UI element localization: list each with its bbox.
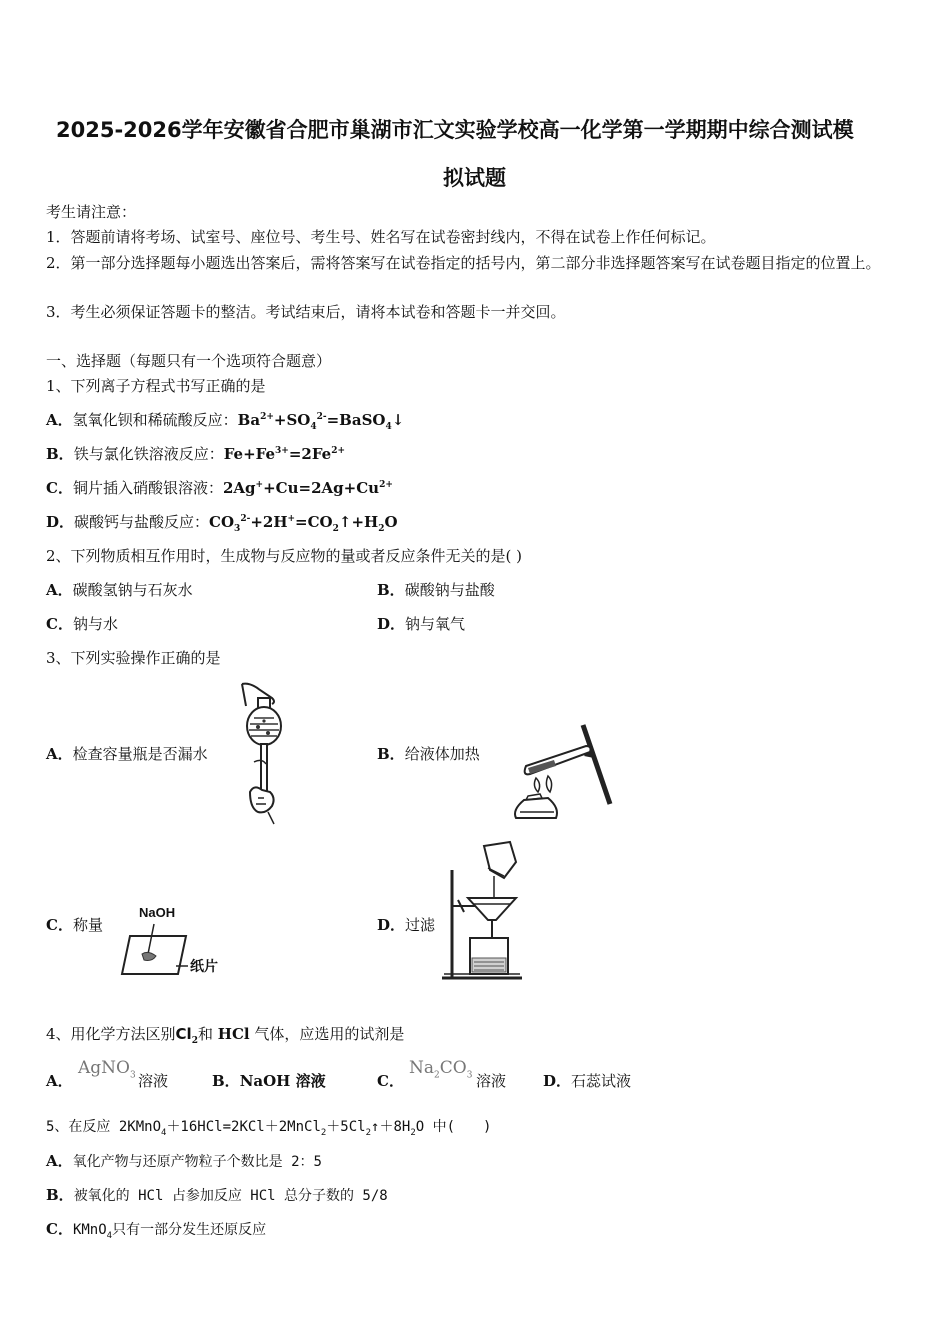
q2-stem: 2、下列物质相互作用时，生成物与反应物的量或者反应条件无关的是( ) (46, 547, 523, 565)
option-text: 给液体加热 (404, 745, 480, 763)
option-text: 碳酸氢钠与石灰水 (72, 581, 193, 599)
option-text: 氧化产物与还原产物粒子个数比是 2：5 (72, 1154, 322, 1170)
option-text: 过滤 (405, 916, 436, 934)
q1-option-d[interactable] (46, 512, 398, 532)
filtration-figure (438, 840, 528, 982)
notice-item-2: 2．第一部分选择题每小题选出答案后，需将答案写在试卷指定的括号内，第二部分非选择题答案写在试卷题目指定的位置上。 (46, 254, 881, 272)
heating-liquid-figure (508, 720, 613, 822)
q3-option-d[interactable] (377, 915, 435, 935)
q2-option-a[interactable] (46, 580, 193, 600)
option-text: 碳酸钙与盐酸反应： (74, 513, 210, 531)
option-label: D． (377, 615, 406, 633)
equation: $2Ag^++Cu=2Ag+Cu^{2+}$ (222, 479, 393, 497)
q1-option-c[interactable] (46, 478, 393, 498)
option-label: A． (46, 745, 73, 763)
option-text: KMnO$_4$只有一部分发生还原反应 (72, 1222, 267, 1241)
option-text: 铜片插入硝酸银溶液： (72, 479, 223, 497)
option-text: 检查容量瓶是否漏水 (72, 745, 208, 763)
option-label: C． (46, 1220, 73, 1238)
notice-item-3: 3．考生必须保证答题卡的整洁。考试结束后，请将本试卷和答题卡一并交回。 (46, 303, 566, 321)
section-heading: 一、选择题（每题只有一个选项符合题意） (46, 352, 332, 370)
option-label: A． (46, 581, 73, 599)
volumetric-flask-figure (232, 680, 292, 826)
page-title-line1: 2025-2026学年安徽省合肥市巢湖市汇文实验学校高一化学第一学期期中综合测试模 (56, 118, 854, 142)
option-label: B． (212, 1072, 240, 1090)
q5-option-b[interactable] (46, 1185, 388, 1206)
option-text: 氢氧化钡和稀硫酸反应： (72, 411, 238, 429)
option-label: A． (46, 411, 73, 429)
option-text: 钠与氧气 (405, 615, 466, 633)
option-text: 碳酸钠与盐酸 (404, 581, 495, 599)
q5-option-c[interactable] (46, 1219, 266, 1240)
notice-heading: 考生请注意： (46, 203, 137, 221)
page-title-line2: 拟试题 (443, 166, 506, 190)
option-label: B． (377, 745, 405, 763)
option-label: B． (46, 1186, 74, 1204)
option-label: A． (46, 1072, 73, 1090)
option-text: 石蕊试液 (571, 1072, 632, 1090)
naoh-label: NaOH (139, 905, 176, 920)
option-label: B． (46, 445, 74, 463)
weighing-paper-figure (118, 922, 190, 978)
q4-option-b[interactable] (212, 1071, 326, 1091)
paper-label: 纸片 (190, 958, 218, 974)
equation: $CO_3^{2-}+2H^+=CO_2↑+H_2O$ (209, 513, 398, 534)
option-label: C． (46, 479, 73, 497)
equation: $Fe+Fe^{3+}=2Fe^{2+}$ (223, 445, 346, 463)
option-label: B． (377, 581, 405, 599)
option-label: A． (46, 1152, 73, 1170)
option-label: D． (543, 1072, 572, 1090)
q4-c-text: 溶液 (476, 1072, 507, 1090)
q3-option-b[interactable] (377, 744, 480, 764)
option-label: C． (46, 916, 73, 934)
option-text: 称量 (72, 916, 103, 934)
q2-option-c[interactable] (46, 614, 118, 634)
q2-option-b[interactable] (377, 580, 495, 600)
q4-option-d[interactable] (543, 1071, 631, 1091)
q4-c-formula: $Na_2CO_3$ (409, 1058, 473, 1081)
option-text: NaOH 溶液 (239, 1072, 326, 1090)
q3-option-c[interactable] (46, 915, 103, 935)
option-text: 被氧化的 HCl 占参加反应 HCl 总分子数的 5/8 (73, 1188, 388, 1204)
option-label: D． (377, 916, 406, 934)
q5-stem: 5、在反应 $2KMnO_4+16HCl=2KCl+2MnCl_2+5Cl_2↑+8H_2O$ 中( ) (46, 1119, 492, 1138)
option-text: 钠与水 (72, 615, 118, 633)
option-text: 铁与氯化铁溶液反应： (73, 445, 224, 463)
notice-item-1: 1．答题前请将考场、试室号、座位号、考生号、姓名写在试卷密封线内，不得在试卷上作任何标记。 (46, 228, 716, 246)
q4-stem: 4、用化学方法区别$Cl_2$和 HCl 气体，应选用的试剂是 (46, 1025, 405, 1046)
option-label: D． (46, 513, 75, 531)
q1-option-a[interactable] (46, 410, 404, 430)
q1-option-b[interactable] (46, 444, 345, 464)
option-label: C． (377, 1072, 404, 1090)
q4-a-formula: AgNO$_3$ (78, 1058, 136, 1081)
q5-option-a[interactable] (46, 1151, 322, 1172)
q3-option-a[interactable] (46, 744, 208, 764)
q2-option-d[interactable] (377, 614, 465, 634)
q3-stem: 3、下列实验操作正确的是 (46, 649, 221, 667)
equation: $Ba^{2+}+SO_4^{2-}=BaSO_4↓$ (237, 411, 405, 432)
q4-option-c[interactable] (377, 1071, 404, 1091)
option-label: C． (46, 615, 73, 633)
q4-option-a[interactable] (46, 1071, 73, 1091)
q1-stem: 1、下列离子方程式书写正确的是 (46, 377, 266, 395)
q4-a-text: 溶液 (138, 1072, 169, 1090)
